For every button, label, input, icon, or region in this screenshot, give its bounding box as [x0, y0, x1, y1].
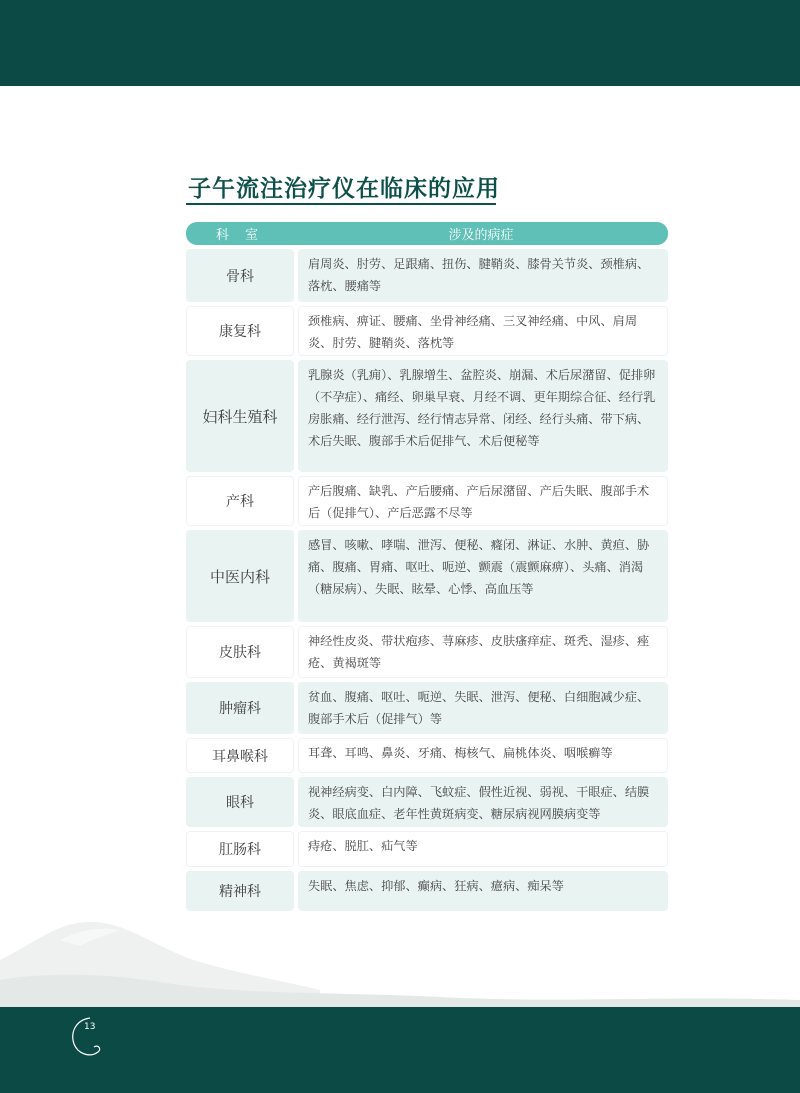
- table-row: [186, 682, 668, 734]
- table-row: [186, 476, 668, 526]
- disease-cell: 颈椎病、痹证、腰痛、坐骨神经痛、三叉神经痛、中风、肩周炎、肘劳、腱鞘炎、落枕等: [298, 306, 668, 356]
- page-number-badge: [68, 1014, 108, 1062]
- disease-cell: 感冒、咳嗽、哮喘、泄泻、便秘、癃闭、淋证、水肿、黄疸、胁痛、腹痛、胃痛、呕吐、呃逆、颤震（震颤麻痹）、头痛、消渴（糖尿病）、失眠、眩晕、心悸、高血压等: [298, 530, 668, 622]
- table-row: [186, 530, 668, 622]
- disease-table: [186, 222, 668, 915]
- table-row: [186, 626, 668, 678]
- table-header: [186, 222, 668, 245]
- disease-cell: 耳聋、耳鸣、鼻炎、牙痛、梅核气、扁桃体炎、咽喉癣等: [298, 738, 668, 773]
- table-row: [186, 360, 668, 472]
- dept-cell: 中医内科: [186, 530, 294, 622]
- disease-cell: 肩周炎、肘劳、足跟痛、扭伤、腱鞘炎、膝骨关节炎、颈椎病、落枕、腰痛等: [298, 249, 668, 302]
- bottom-band: [0, 1007, 800, 1093]
- disease-cell: 贫血、腹痛、呕吐、呃逆、失眠、泄泻、便秘、白细胞减少症、腹部手术后（促排气）等: [298, 682, 668, 734]
- header-diseases: 涉及的病症: [448, 228, 514, 243]
- dept-cell: 骨科: [186, 249, 294, 302]
- disease-cell: 视神经病变、白内障、飞蚊症、假性近视、弱视、干眼症、结膜炎、眼底血症、老年性黄斑病变、糖尿病视网膜病变等: [298, 777, 668, 827]
- dept-cell: 耳鼻喉科: [186, 738, 294, 773]
- disease-cell: 神经性皮炎、带状疱疹、荨麻疹、皮肤瘙痒症、斑秃、湿疹、痤疮、黄褐斑等: [298, 626, 668, 678]
- dept-cell: 康复科: [186, 306, 294, 356]
- table-row: [186, 249, 668, 302]
- header-dept: 科 室: [215, 228, 265, 243]
- dept-cell: 皮肤科: [186, 626, 294, 678]
- title-underline: [186, 203, 496, 205]
- mountain-decoration: [0, 900, 800, 1010]
- table-row: [186, 831, 668, 867]
- dept-cell: 眼科: [186, 777, 294, 827]
- disease-cell: 产后腹痛、缺乳、产后腰痛、产后尿潴留、产后失眠、腹部手术后（促排气）、产后恶露不尽等: [298, 476, 668, 526]
- dept-cell: 妇科生殖科: [186, 360, 294, 472]
- table-row: [186, 777, 668, 827]
- disease-cell: 乳腺炎（乳痈）、乳腺增生、盆腔炎、崩漏、术后尿潴留、促排卵（不孕症）、痛经、卵巢早衰、月经不调、更年期综合征、经行乳房胀痛、经行泄泻、经行情志异常、闭经、经行头痛、带下病、术后失眠、腹部手术后促排气、术后便秘等: [298, 360, 668, 472]
- dept-cell: 精神科: [186, 871, 294, 911]
- page-title: 子午流注治疗仪在临床的应用: [188, 176, 500, 202]
- dept-cell: 肛肠科: [186, 831, 294, 867]
- table-row: [186, 738, 668, 773]
- dept-cell: 产科: [186, 476, 294, 526]
- disease-cell: 痔疮、脱肛、疝气等: [298, 831, 668, 867]
- top-band: [0, 0, 800, 86]
- dept-cell: 肿瘤科: [186, 682, 294, 734]
- table-row: [186, 306, 668, 356]
- page-number: 13: [84, 1022, 96, 1032]
- disease-cell: 失眠、焦虑、抑郁、癫病、狂病、癔病、痴呆等: [298, 871, 668, 911]
